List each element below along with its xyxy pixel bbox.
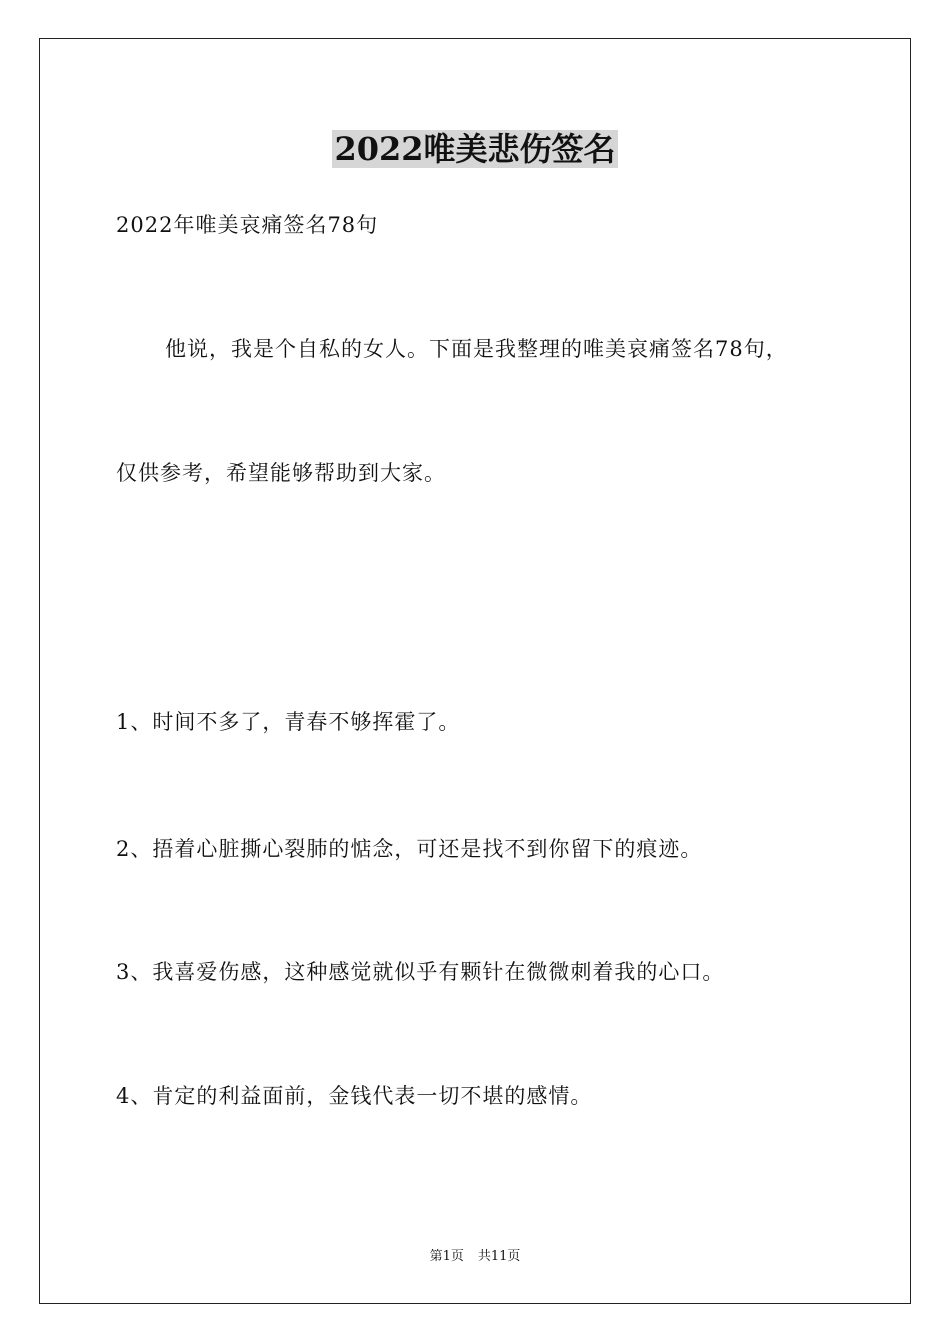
page-number-current: 第1页 — [429, 1249, 464, 1264]
page-number-total: 共11页 — [477, 1249, 521, 1264]
list-item: 1、时间不多了，青春不够挥霍了。 — [116, 710, 461, 734]
page-footer — [0, 1248, 950, 1266]
list-item: 4、肯定的利益面前，金钱代表一切不堪的感情。 — [116, 1084, 593, 1108]
list-item: 2、捂着心脏撕心裂肺的惦念，可还是找不到你留下的痕迹。 — [116, 837, 703, 861]
intro-paragraph-line-1: 他说，我是个自私的女人。下面是我整理的唯美哀痛签名78句， — [165, 337, 788, 361]
list-item: 3、我喜爱伤感，这种感觉就似乎有颗针在微微刺着我的心口。 — [116, 960, 725, 984]
document-title — [0, 128, 950, 170]
title-text: 2022唯美悲伤签名 — [334, 130, 616, 168]
intro-paragraph-line-2: 仅供参考，希望能够帮助到大家。 — [116, 461, 446, 485]
document-subtitle: 2022年唯美哀痛签名78句 — [116, 213, 379, 237]
